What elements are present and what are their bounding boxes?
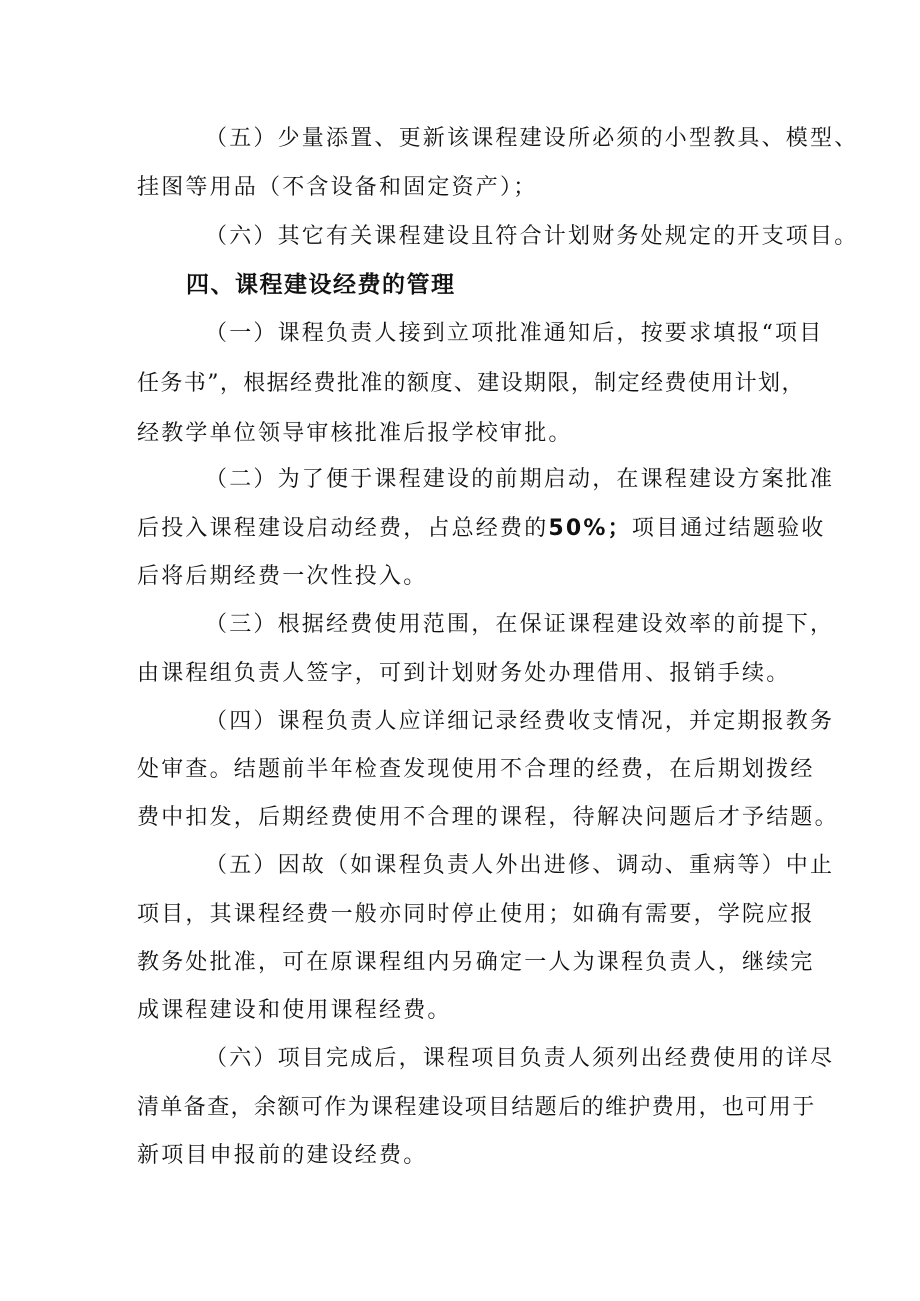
paragraph-line: 新项目申报前的建设经费。 bbox=[137, 1143, 428, 1168]
paragraph-line: 后将后期经费一次性投入。 bbox=[137, 564, 428, 589]
paragraph-line: 由课程组负责人签字，可到计划财务处办理借用、报销手续。 bbox=[137, 661, 791, 686]
percentage-text: 50%； bbox=[548, 516, 632, 541]
paragraph-line: （五）少量添置、更新该课程建设所必须的小型教具、模型、 bbox=[205, 126, 859, 151]
paragraph-line: 教务处批准，可在原课程组内另确定一人为课程负责人，继续完 bbox=[137, 950, 815, 975]
paragraph-line: 处审查。结题前半年检查发现使用不合理的经费，在后期划拨经 bbox=[137, 757, 815, 782]
paragraph-line: （二）为了便于课程建设的前期启动，在课程建设方案批准 bbox=[205, 467, 835, 492]
paragraph-line bbox=[137, 514, 825, 544]
paragraph-line: 任务书”，根据经费批准的额度、建设期限，制定经费使用计划， bbox=[137, 371, 805, 396]
paragraph-line: （六）项目完成后，课程项目负责人须列出经费使用的详尽 bbox=[205, 1046, 835, 1071]
paragraph-line: 挂图等用品（不含设备和固定资产）； bbox=[137, 175, 538, 200]
paragraph-line: （四）课程负责人应详细记录经费收支情况，并定期报教务 bbox=[205, 709, 835, 734]
paragraph-line: （六）其它有关课程建设且符合计划财务处规定的开支项目。 bbox=[205, 224, 859, 249]
text-run: 后投入课程建设启动经费，占总经费的 bbox=[137, 516, 549, 541]
paragraph-line: （三）根据经费使用范围，在保证课程建设效率的前提下， bbox=[205, 612, 835, 637]
paragraph-line: 成课程建设和使用课程经费。 bbox=[137, 998, 452, 1023]
text-run: 项目通过结题验收 bbox=[631, 516, 826, 541]
paragraph-line: 项目，其课程经费一般亦同时停止使用；如确有需要，学院应报 bbox=[137, 902, 815, 927]
paragraph-line: 费中扣发，后期经费使用不合理的课程，待解决问题后才予结题。 bbox=[137, 805, 839, 830]
paragraph-line: （一）课程负责人接到立项批准通知后，按要求填报“项目 bbox=[205, 321, 824, 346]
paragraph-line: 经教学单位领导审核批准后报学校审批。 bbox=[137, 421, 573, 446]
paragraph-line: （五）因故（如课程负责人外出进修、调动、重病等）中止 bbox=[205, 853, 835, 878]
paragraph-line: 清单备查，余额可作为课程建设项目结题后的维护费用，也可用于 bbox=[137, 1095, 816, 1120]
section-heading: 四、课程建设经费的管理 bbox=[186, 272, 456, 298]
